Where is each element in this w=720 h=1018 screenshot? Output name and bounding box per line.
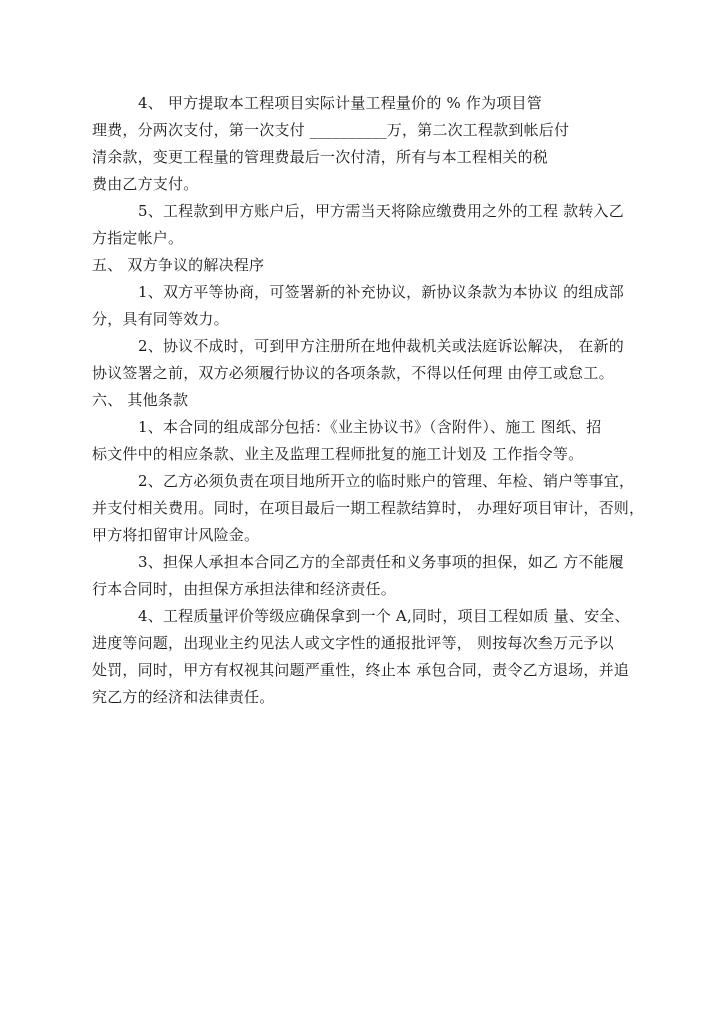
clause-5-1-line-1: 1、双方平等协商，可签署新的补充协议，新协议条款为本协议 的组成部	[138, 283, 624, 301]
clause-6-4-line-4: 究乙方的经济和法律责任。	[92, 688, 275, 706]
clause-6-4-line-2: 进度等问题，出现业主约见法人或文字性的通报批评等， 则按每次叁万元予以	[92, 634, 614, 652]
clause-6-3-line-1: 3、担保人承担本合同乙方的全部责任和义务事项的担保，如乙 方不能履	[138, 553, 624, 571]
paragraph-4-line-1: 4、 甲方提取本工程项目实际计量工程量价的 % 作为项目管	[138, 94, 542, 112]
clause-5-2-line-2: 协议签署之前，双方必须履行协议的各项条款，不得以任何理 由停工或怠工。	[92, 364, 614, 382]
paragraph-5-line-1: 5、工程款到甲方账户后，甲方需当天将除应缴费用之外的工程 款转入乙	[138, 202, 624, 220]
clause-6-2-line-2: 并支付相关费用。同时，在项目最后一期工程款结算时， 办理好项目审计，否则，	[92, 499, 645, 517]
paragraph-4-line-3: 清余款，变更工程量的管理费最后一次付清，所有与本工程相关的税	[92, 148, 549, 166]
section-heading-6: 六、 其他条款	[92, 391, 189, 409]
clause-6-4-line-1: 4、工程质量评价等级应确保拿到一个 A,同时，项目工程如质 量、安全、	[138, 607, 630, 625]
clause-6-1-line-2: 标文件中的相应条款、业主及监理工程师批复的施工计划及 工作指令等。	[92, 445, 584, 463]
paragraph-4-line-4: 费由乙方支付。	[92, 175, 199, 193]
clause-6-2-line-1: 2、乙方必须负责在项目地所开立的临时账户的管理、年检、销户等事宜，	[138, 472, 635, 490]
clause-6-1-line-1: 1、本合同的组成部分包括：《业主协议书》（含附件）、施工 图纸、招	[138, 418, 602, 436]
clause-6-4-line-3: 处罚，同时，甲方有权视其问题严重性，终止本 承包合同，责令乙方退场，并追	[92, 661, 629, 679]
clause-5-2-line-1: 2、协议不成时，可到甲方注册所在地仲裁机关或法庭诉讼解决， 在新的	[138, 337, 624, 355]
section-heading-5: 五、 双方争议的解决程序	[92, 256, 265, 274]
clause-6-3-line-2: 行本合同时，由担保方承担法律和经济责任。	[92, 580, 397, 598]
clause-6-2-line-3: 甲方将扣留审计风险金。	[92, 526, 260, 544]
paragraph-5-line-2: 方指定帐户。	[92, 229, 184, 247]
paragraph-4-line-2: 理费，分两次支付，第一次支付 __________万，第二次工程款到帐后付	[92, 121, 570, 139]
clause-5-1-line-2: 分，具有同等效力。	[92, 310, 229, 328]
